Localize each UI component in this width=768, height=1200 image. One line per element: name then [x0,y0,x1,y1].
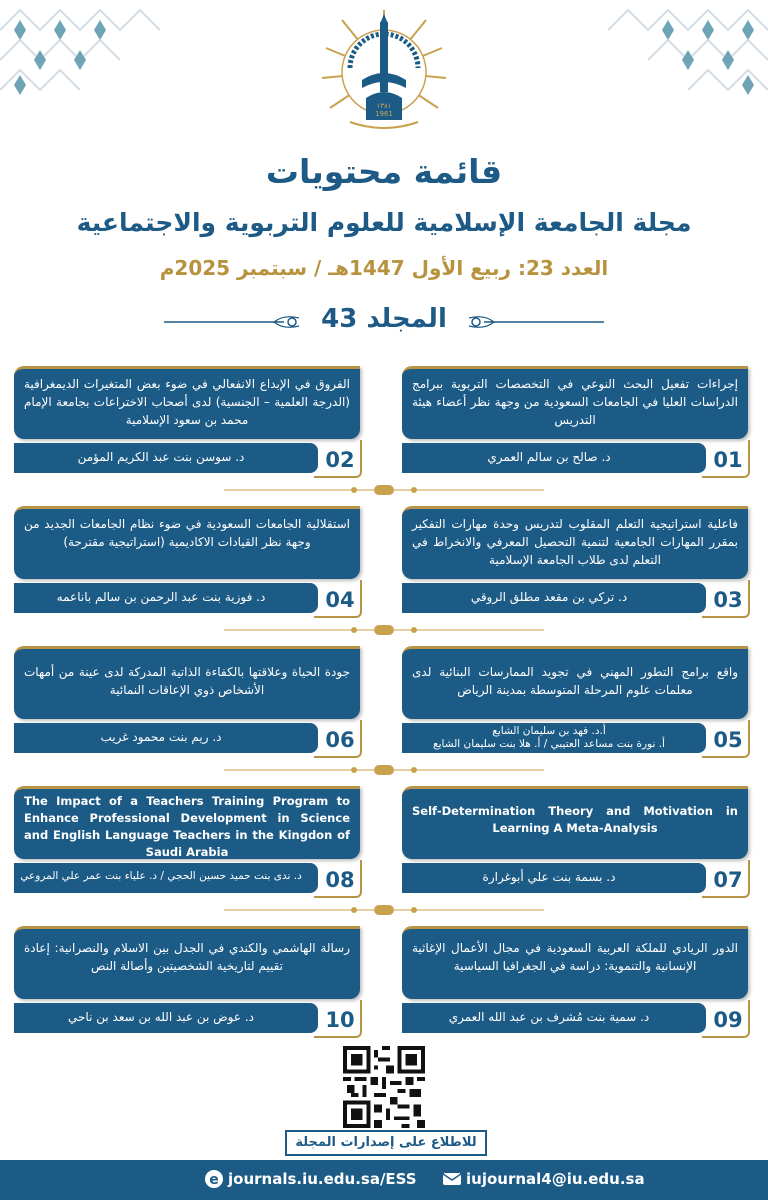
volume-label: المجلد 43 [321,304,447,334]
logo-year-gregorian: 1961 [375,110,393,118]
article-card-06[interactable] [10,646,364,756]
article-author: د. سوسن بنت عبد الكريم المؤمن [77,450,245,464]
article-title: الفروق في الإبداع الانفعالي في ضوء بعض المتغيرات الديمغرافية (الدرجة العلمية – الجنسية) لدى أصحاب الاختراعات بجامعة الإمام محمد بن سعود الإسلامية [24,377,350,427]
email-link[interactable]: iujournal4@iu.edu.sa [466,1170,645,1188]
email-icon [442,1169,462,1189]
article-title: فاعلية استراتيجية التعلم المقلوب لتدريس وحدة مهارات التفكير بمقرر المهارات الجامعية لتنمية التحصيل المعرفي والانخراط في التعلم لدى طلاب الجامعة الإسلامية [412,517,738,567]
divider-ornament [224,484,544,496]
issue-info: العدد 23: ربيع الأول 1447هـ / سبتمبر 2025م [159,256,609,280]
logo-year-hijri: ١٣٨١ [376,102,392,110]
article-number: 07 [713,868,743,892]
article-card-10[interactable] [10,926,364,1036]
article-card-05[interactable] [398,646,752,756]
ornament-line-icon [454,312,604,332]
article-title: استقلالية الجامعات السعودية في ضوء نظام الجامعات الجديد من وجهة نظر القيادات الاكاديمية (استراتيجية مقترحة) [24,517,350,549]
article-card-03[interactable] [398,506,752,616]
article-number: 04 [325,588,355,612]
article-title: واقع برامج التطور المهني في تجويد الممارسات البنائية لدى معلمات علوم المرحلة المتوسطة بمدينة الرياض [412,665,738,697]
article-number: 01 [713,448,743,472]
qr-code[interactable] [343,1046,425,1128]
corner-ornament-left [0,0,160,95]
article-card-04[interactable] [10,506,364,616]
article-number: 03 [713,588,743,612]
article-title: Self-Determination Theory and Motivation in Learning A Meta-Analysis [412,804,738,835]
article-author: د. بسمة بنت علي أبوغرارة [482,870,616,884]
corner-ornament-right [608,0,768,95]
journal-name: مجلة الجامعة الإسلامية للعلوم التربوية والاجتماعية [76,208,692,237]
divider-ornament [224,624,544,636]
article-title: الدور الريادي للملكة العربية السعودية في مجال الأعمال الإغاثية الإنسانية والتنموية: دراسة في الجغرافيا السياسية [412,941,738,973]
article-number: 06 [325,728,355,752]
volume-heading [164,300,604,346]
article-card-08[interactable] [10,786,364,896]
article-authors [402,725,696,751]
article-author: د. عوض بن عبد الله بن سعد بن ناحي [68,1010,254,1024]
web-icon [204,1169,224,1189]
article-card-02[interactable] [10,366,364,476]
article-card-09[interactable] [398,926,752,1036]
article-author: د. سمية بنت مُشرف بن عبد الله العمري [448,1010,650,1024]
article-title: The Impact of a Teachers Training Program to Enhance Professional Development in Science and English Language Teachers in the Kingdon of Saudi Arabia [24,794,350,859]
website-link[interactable]: journals.iu.edu.sa/ESS [228,1170,417,1188]
university-logo [320,8,448,138]
article-card-01[interactable] [398,366,752,476]
article-author-line1: أ.د. فهد بن سليمان الشايع [492,725,606,737]
article-number: 10 [325,1008,355,1032]
svg-text:e: e [209,1172,219,1188]
article-author-line2: أ. نورة بنت مساعد العتيبي / أ. هلا بنت سليمان الشايع [433,738,665,750]
article-title: رسالة الهاشمي والكندي في الجدل بين الاسلام والنصرانية: إعادة تقييم لتاريخية الشخصيتين وأصالة النص [24,941,350,973]
article-number: 09 [713,1008,743,1032]
article-number: 02 [325,448,355,472]
article-title: جودة الحياة وعلاقتها بالكفاءة الذاتية المدركة لدى عينة من أمهات الأشخاص ذوي الإعاقات النمائية [24,665,350,697]
article-number: 05 [713,728,743,752]
article-title: إجراءات تفعيل البحث النوعي في التخصصات التربوية ببرامج الدراسات العليا في الجامعات السعودية من وجهة نظر أعضاء هيئة التدريس [412,377,738,427]
article-author: د. ريم بنت محمود غريب [100,730,222,744]
article-author: د. فوزية بنت عبد الرحمن بن سالم باناعمه [56,590,266,604]
divider-ornament [224,764,544,776]
footer-bar [0,1160,768,1200]
article-author: د. صالح بن سالم العمري [487,450,611,464]
divider-ornament [224,904,544,916]
article-card-07[interactable] [398,786,752,896]
article-number: 08 [325,868,355,892]
qr-caption: للاطلاع على إصدارات المجلة [285,1130,487,1156]
article-author: د. تركي بن مقعد مطلق الروقي [470,590,628,604]
page-title: قائمة محتويات [265,152,503,191]
article-author: د. ندى بنت حميد حسين الحجي / د. علياء بنت عمر علي المروعي [20,870,302,882]
